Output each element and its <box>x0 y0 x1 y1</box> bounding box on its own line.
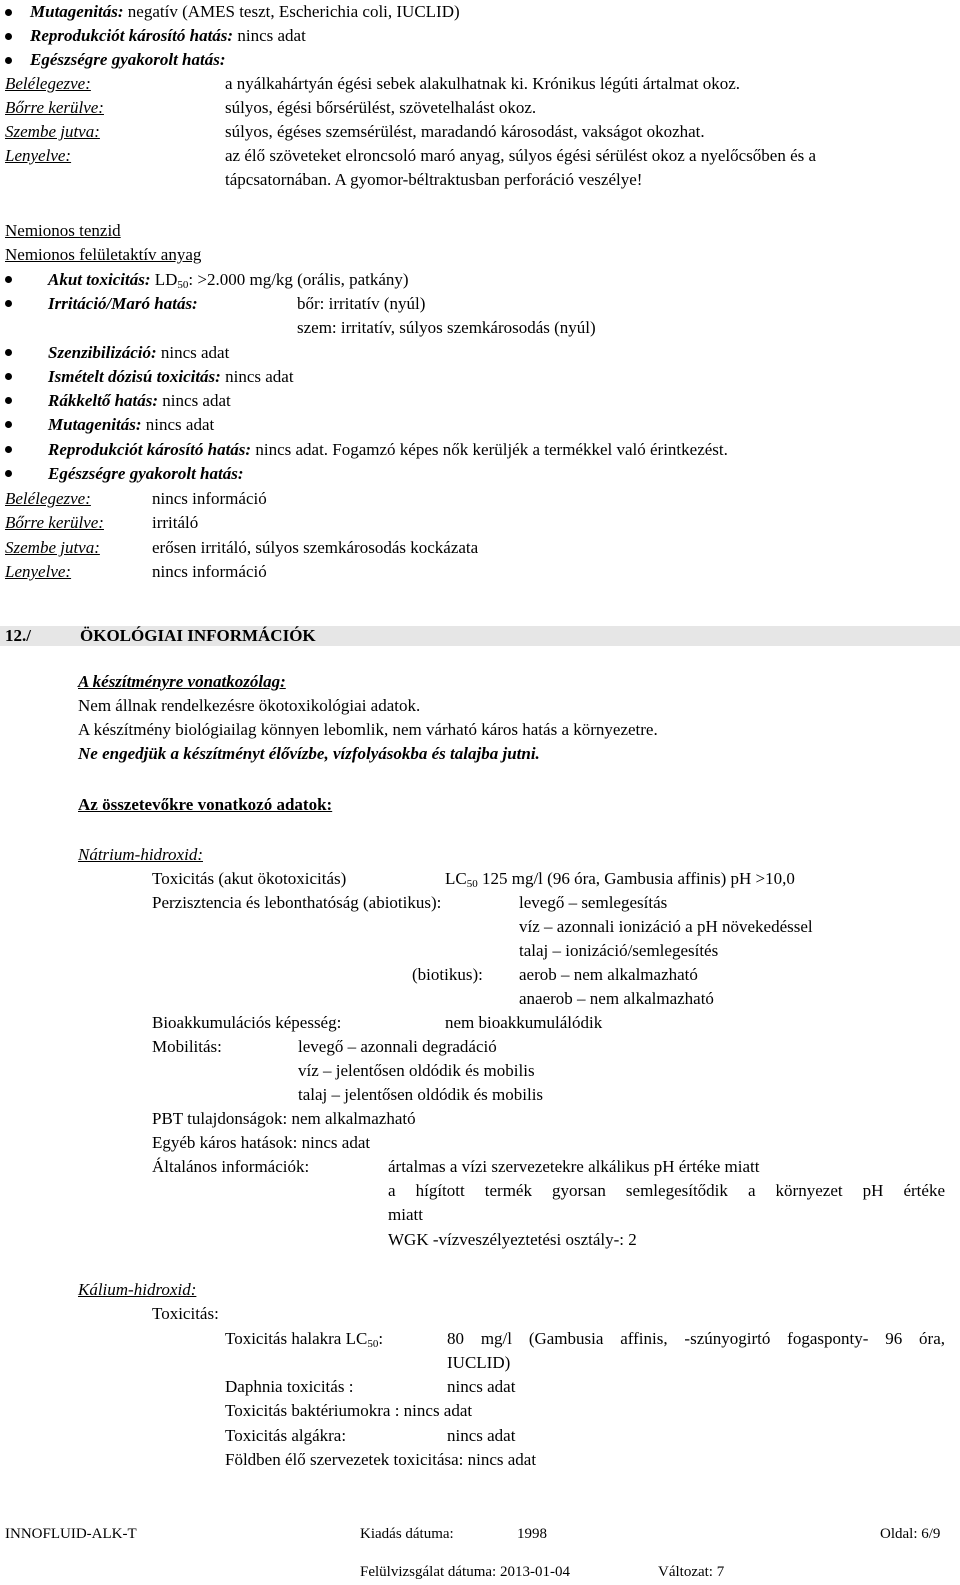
bullet <box>5 9 12 16</box>
ingestion-value-line2: tápcsatornában. A gyomor-béltraktusban perforáció veszélye! <box>225 170 643 189</box>
label: Reprodukciót károsító hatás: <box>30 26 234 45</box>
colon: : <box>378 1329 384 1348</box>
algae-label: Toxicitás algákra: <box>225 1426 347 1445</box>
footer-page: Oldal: 6/9 <box>880 1526 941 1542</box>
label: Mutagenitás: <box>30 2 124 21</box>
label: Szenzibilizáció: <box>48 343 157 362</box>
general-info-line: miatt <box>388 1205 423 1224</box>
fish-toxicity-label <box>225 1327 383 1351</box>
biotic-anaerobic: anaerob – nem alkalmazható <box>519 989 714 1008</box>
bullet <box>5 57 12 64</box>
ingestion-value: nincs információ <box>152 562 267 581</box>
irritation-eye: szem: irritatív, súlyos szemkárosodás (nyúl) <box>297 318 596 337</box>
persistence-label: Perzisztencia és lebonthatóság (abiotikus): <box>152 893 442 912</box>
eye-value: erősen irritáló, súlyos szemkárosodás kockázata <box>152 538 479 557</box>
label: Mutagenitás: <box>48 415 142 434</box>
daphnia-label: Daphnia toxicitás : <box>225 1377 354 1396</box>
mobility-soil: talaj – jelentősen oldódik és mobilis <box>298 1085 544 1104</box>
daphnia-value: nincs adat <box>447 1377 516 1396</box>
general-info-label: Általános információk: <box>152 1157 310 1176</box>
bullet <box>5 421 12 428</box>
value: nincs adat <box>220 367 294 386</box>
bullet <box>5 373 12 380</box>
bullet <box>5 300 12 307</box>
value: 125 mg/l (96 óra, Gambusia affinis) pH >10,0 <box>477 869 795 888</box>
bullet <box>5 276 12 283</box>
inhalation-value: nincs információ <box>152 489 267 508</box>
footer-issue-value: 1998 <box>517 1526 547 1542</box>
label: Ismételt dózisú toxicitás: <box>48 367 221 386</box>
value: nincs adat <box>156 343 230 362</box>
component-name-alt: Nemionos felületaktív anyag <box>5 245 202 264</box>
component-name: Nemionos tenzid <box>5 221 121 240</box>
toxicity-value <box>445 867 795 891</box>
footer-issue-label: Kiadás dátuma: <box>360 1526 454 1542</box>
footer-review-date: Felülvizsgálat dátuma: 2013-01-04 <box>360 1564 570 1580</box>
eye-label: Szembe jutva: <box>5 538 100 557</box>
pbt-row: PBT tulajdonságok: nem alkalmazható <box>152 1109 416 1128</box>
ingestion-label: Lenyelve: <box>5 562 72 581</box>
subscript: 50 <box>367 1338 379 1350</box>
toxicity-label: Toxicitás (akut ökotoxicitás) <box>152 869 347 888</box>
persistence-water: víz – azonnali ionizáció a pH növekedéssel <box>519 917 813 936</box>
eye-value: súlyos, égéses szemsérülést, maradandó károsodást, vakságot okozhat. <box>225 122 705 141</box>
bullet <box>5 446 12 453</box>
irritation-skin: bőr: irritatív (nyúl) <box>297 294 426 313</box>
skin-label: Bőrre kerülve: <box>5 98 104 117</box>
inhalation-label: Belélegezve: <box>5 74 91 93</box>
components-heading: Az összetevőkre vonatkozó adatok: <box>78 795 333 814</box>
component-name: Kálium-hidroxid: <box>78 1280 197 1299</box>
label: Akut toxicitás: <box>48 270 151 289</box>
skin-value: irritáló <box>152 513 199 532</box>
persistence-soil: talaj – ionizáció/semlegesítés <box>519 941 719 960</box>
mobility-label: Mobilitás: <box>152 1037 222 1056</box>
mobility-air: levegő – azonnali degradáció <box>298 1037 497 1056</box>
reproductive-row <box>30 24 306 48</box>
ingestion-value-line1: az élő szöveteket elroncsoló maró anyag, súlyos égési sérülést okoz a nyelőcsőben és a <box>225 146 817 165</box>
bullet <box>5 349 12 356</box>
ld-label: LD <box>150 270 178 289</box>
carcinogenicity-row <box>48 389 231 413</box>
bullet <box>5 397 12 404</box>
label: Toxicitás halakra LC <box>225 1329 368 1348</box>
value: nincs adat. Fogamzó képes nők kerüljék a termékkel való érintkezést. <box>251 440 728 459</box>
general-info-line: ártalmas a vízi szervezetekre alkálikus pH értéke miatt <box>388 1157 760 1176</box>
product-line: A készítmény biológiailag könnyen lebomlik, nem várható káros hatás a környezetre. <box>78 720 658 739</box>
wgk-row: WGK -vízveszélyeztetési osztály-: 2 <box>388 1230 637 1249</box>
ingestion-label: Lenyelve: <box>5 146 72 165</box>
biotic-aerobic: aerob – nem alkalmazható <box>519 965 698 984</box>
mobility-water: víz – jelentősen oldódik és mobilis <box>298 1061 535 1080</box>
repeated-dose-row <box>48 365 294 389</box>
inhalation-value: a nyálkahártyán égési sebek alakulhatnak ki. Krónikus légúti ártalmat okoz. <box>225 74 741 93</box>
other-effects-row: Egyéb káros hatások: nincs adat <box>152 1133 371 1152</box>
biotic-label: (biotikus): <box>412 965 483 984</box>
product-warning: Ne engedjük a készítményt élővízbe, vízfolyásokba és talajba jutni. <box>78 744 540 763</box>
mutagenicity-row <box>48 413 214 437</box>
bullet <box>5 470 12 477</box>
mutagenicity-row <box>30 0 460 24</box>
irritation-label: Irritáció/Maró hatás: <box>48 294 198 313</box>
lc-label: LC <box>445 869 467 888</box>
fish-toxicity-value-cont: IUCLID) <box>447 1353 511 1372</box>
reproductive-row <box>48 438 728 462</box>
value: nincs adat <box>233 26 306 45</box>
persistence-air: levegő – semlegesítás <box>519 893 668 912</box>
value: nincs adat <box>141 415 215 434</box>
inhalation-label: Belélegezve: <box>5 489 91 508</box>
product-heading: A készítményre vonatkozólag: <box>78 672 286 691</box>
bioaccumulation-label: Bioakkumulációs képesség: <box>152 1013 342 1032</box>
general-info-line: a hígított termék gyorsan semlegesítődik a környezet pH értéke <box>388 1181 945 1200</box>
footer-version: Változat: 7 <box>658 1564 725 1580</box>
toxicity-label: Toxicitás: <box>152 1304 219 1323</box>
subscript: 50 <box>466 878 478 890</box>
fish-toxicity-value: 80 mg/l (Gambusia affinis, -szúnyogirtó fogasponty- 96 óra, <box>447 1329 945 1348</box>
algae-value: nincs adat <box>447 1426 516 1445</box>
label: Reprodukciót károsító hatás: <box>48 440 252 459</box>
bullet <box>5 33 12 40</box>
product-line: Nem állnak rendelkezésre ökotoxikológiai adatok. <box>78 696 421 715</box>
label: Rákkeltő hatás: <box>48 391 159 410</box>
acute-toxicity-row <box>48 268 409 292</box>
skin-value: súlyos, égési bőrsérülést, szövetelhalást okoz. <box>225 98 537 117</box>
bacteria-row: Toxicitás baktériumokra : nincs adat <box>225 1401 473 1420</box>
eye-label: Szembe jutva: <box>5 122 100 141</box>
health-effects-heading: Egészségre gyakorolt hatás: <box>30 50 226 69</box>
health-effects-heading: Egészségre gyakorolt hatás: <box>48 464 244 483</box>
value: : >2.000 mg/kg (orális, patkány) <box>188 270 409 289</box>
value: nincs adat <box>158 391 231 410</box>
subscript: 50 <box>177 279 189 291</box>
footer-product: INNOFLUID-ALK-T <box>5 1526 137 1542</box>
bioaccumulation-value: nem bioakkumulálódik <box>445 1013 603 1032</box>
value: negatív (AMES teszt, Escherichia coli, IUCLID) <box>123 2 460 21</box>
sensitization-row <box>48 341 229 365</box>
section-title: ÖKOLÓGIAI INFORMÁCIÓK <box>80 626 316 645</box>
component-name: Nátrium-hidroxid: <box>78 845 203 864</box>
skin-label: Bőrre kerülve: <box>5 513 104 532</box>
section-number: 12./ <box>5 626 31 645</box>
soil-organisms-row: Földben élő szervezetek toxicitása: nincs adat <box>225 1450 537 1469</box>
